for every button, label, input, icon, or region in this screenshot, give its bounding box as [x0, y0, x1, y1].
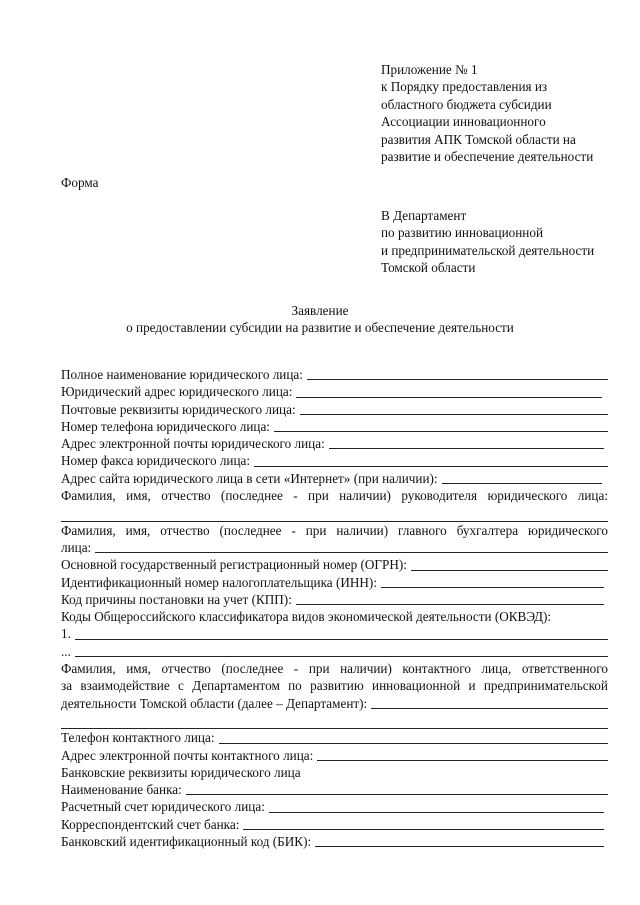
word: -	[293, 661, 299, 677]
word: ответственного	[521, 661, 608, 677]
fill-line[interactable]	[300, 402, 608, 415]
field-label: Банковский идентификационный код (БИК):	[61, 834, 312, 850]
application-form	[61, 366, 608, 850]
word: развитию	[310, 678, 364, 694]
fill-line[interactable]	[329, 436, 604, 449]
field-label: Корреспондентский счет банка:	[61, 816, 240, 832]
word: Департаментом	[192, 678, 280, 694]
justified-line	[61, 487, 608, 504]
field-label: Почтовые реквизиты юридического лица:	[61, 401, 296, 417]
word: юридического	[528, 522, 608, 538]
field-full-name	[61, 366, 608, 383]
word: имя,	[126, 488, 151, 504]
word: наличии)	[336, 522, 389, 538]
appendix-line: развития АПК Томской области на	[381, 131, 576, 147]
fill-line[interactable]	[315, 834, 604, 847]
word: предпринимательской	[483, 678, 608, 694]
word: (последнее	[219, 522, 282, 538]
fill-line[interactable]	[61, 504, 608, 521]
field-label: Наименование банка:	[61, 782, 182, 798]
fill-line[interactable]	[371, 696, 608, 709]
word: -	[293, 488, 298, 504]
okved-item-1	[61, 625, 608, 642]
appendix-line: к Порядку предоставления из	[381, 79, 548, 95]
field-label: Адрес электронной почты юридического лица:	[61, 436, 325, 452]
fill-line[interactable]	[411, 558, 608, 571]
appendix-line: развитие и обеспечение деятельности	[381, 149, 594, 165]
word: по	[288, 678, 302, 694]
title-line-1: Заявление	[291, 303, 349, 318]
word: наличии)	[340, 661, 392, 677]
field-bank-name	[61, 781, 608, 798]
word: (последнее	[220, 488, 283, 504]
fill-line[interactable]	[75, 644, 608, 657]
field-label: Номер телефона юридического лица:	[61, 418, 270, 434]
field-website	[61, 470, 608, 487]
word: за	[61, 678, 73, 694]
okved-item-more	[61, 643, 608, 660]
word: и	[468, 678, 476, 694]
word: главного	[398, 522, 447, 538]
contact-line-3	[61, 695, 608, 712]
title-line-2: о предоставлении субсидии на развитие и обеспечение деятельности	[126, 320, 514, 335]
field-label: Расчетный счет юридического лица:	[61, 799, 265, 815]
field-fax	[61, 452, 608, 469]
word: отчество	[161, 488, 211, 504]
fill-line[interactable]	[75, 627, 608, 640]
word: Фамилия,	[61, 522, 116, 538]
field-label: 1.	[61, 626, 71, 642]
fill-line[interactable]	[442, 471, 602, 484]
field-accountant-fio	[61, 522, 608, 557]
word: при	[308, 661, 330, 677]
justified-line	[61, 660, 608, 677]
field-label: Коды Общероссийского классификатора видов экономической деятельности (ОКВЭД):	[61, 609, 552, 625]
word: при	[308, 488, 329, 504]
fill-line[interactable]	[307, 367, 608, 380]
addressee-line: по развитию инновационной	[381, 225, 544, 241]
word: Фамилия,	[61, 488, 116, 504]
justified-line	[61, 522, 608, 539]
field-correspondent-account	[61, 816, 608, 833]
word: при	[305, 522, 327, 538]
appendix-line: Ассоциации инновационного	[381, 114, 546, 130]
word: лица,	[481, 661, 512, 677]
word: с	[177, 678, 184, 694]
field-label: деятельности Томской области (далее – Департамент):	[61, 695, 368, 711]
field-phone	[61, 418, 608, 435]
field-kpp	[61, 591, 608, 608]
field-ogrn	[61, 556, 608, 573]
word: наличии)	[339, 488, 391, 504]
field-contact-email	[61, 747, 608, 764]
fill-line[interactable]	[317, 748, 608, 761]
fill-line[interactable]	[269, 800, 604, 813]
field-bik	[61, 833, 608, 850]
justified-line	[61, 677, 608, 694]
field-label: ...	[61, 643, 71, 659]
word: отчество	[160, 522, 210, 538]
field-postal-details	[61, 401, 608, 418]
fill-line[interactable]	[296, 385, 602, 398]
addressee-line: Томской области	[381, 260, 476, 276]
field-bank-details	[61, 764, 608, 781]
field-label: Код причины постановки на учет (КПП):	[61, 591, 292, 607]
word: -	[291, 522, 296, 538]
word: отчество	[161, 661, 211, 677]
word: взаимодействие	[80, 678, 170, 694]
word: руководителя	[401, 488, 478, 504]
word: контактного	[402, 661, 471, 677]
word: Фамилия,	[61, 661, 116, 677]
form-label: Форма	[61, 175, 99, 190]
field-inn	[61, 574, 608, 591]
word: (последнее	[221, 661, 284, 677]
word: имя,	[126, 661, 151, 677]
field-email	[61, 435, 608, 452]
field-contact-phone	[61, 729, 608, 746]
appendix-line: областного бюджета субсидии	[381, 96, 552, 112]
field-settlement-account	[61, 798, 608, 815]
word: бухгалтера	[456, 522, 519, 538]
fill-line[interactable]	[243, 817, 604, 830]
field-label: Телефон контактного лица:	[61, 730, 215, 746]
word: инновационной	[372, 678, 461, 694]
appendix-line: Приложение № 1	[381, 62, 478, 77]
field-contact-person	[61, 660, 608, 729]
field-legal-address	[61, 383, 608, 400]
fill-line[interactable]	[274, 419, 608, 432]
fill-line[interactable]	[381, 575, 604, 588]
field-label: Номер факса юридического лица:	[61, 453, 251, 469]
fill-line[interactable]	[254, 454, 608, 467]
accountant-fio-tail	[61, 539, 608, 556]
fill-line[interactable]	[219, 731, 609, 744]
word: юридического	[487, 488, 568, 504]
word: имя,	[125, 522, 151, 538]
field-okved	[61, 608, 608, 625]
fill-line[interactable]	[61, 712, 608, 729]
fill-line[interactable]	[186, 782, 608, 795]
addressee-line: В Департамент	[381, 208, 467, 223]
field-head-fio	[61, 487, 608, 522]
field-label: Адрес сайта юридического лица в сети «Интернет» (при наличии):	[61, 470, 438, 486]
field-label: Идентификационный номер налогоплательщика (ИНН):	[61, 574, 377, 590]
addressee-line: и предпринимательской деятельности	[381, 242, 595, 258]
fill-line[interactable]	[95, 540, 608, 553]
field-label: Адрес электронной почты контактного лица:	[61, 747, 314, 763]
appendix-header	[381, 61, 593, 165]
field-label: Юридический адрес юридического лица:	[61, 384, 293, 400]
word: лица:	[577, 488, 608, 504]
field-label: лица:	[61, 539, 92, 555]
field-label: Полное наименование юридического лица:	[61, 367, 303, 382]
field-label: Основной государственный регистрационный номер (ОГРН):	[61, 557, 407, 573]
addressee-block	[381, 207, 594, 277]
field-label: Банковские реквизиты юридического лица	[61, 764, 301, 780]
fill-line[interactable]	[296, 592, 604, 605]
